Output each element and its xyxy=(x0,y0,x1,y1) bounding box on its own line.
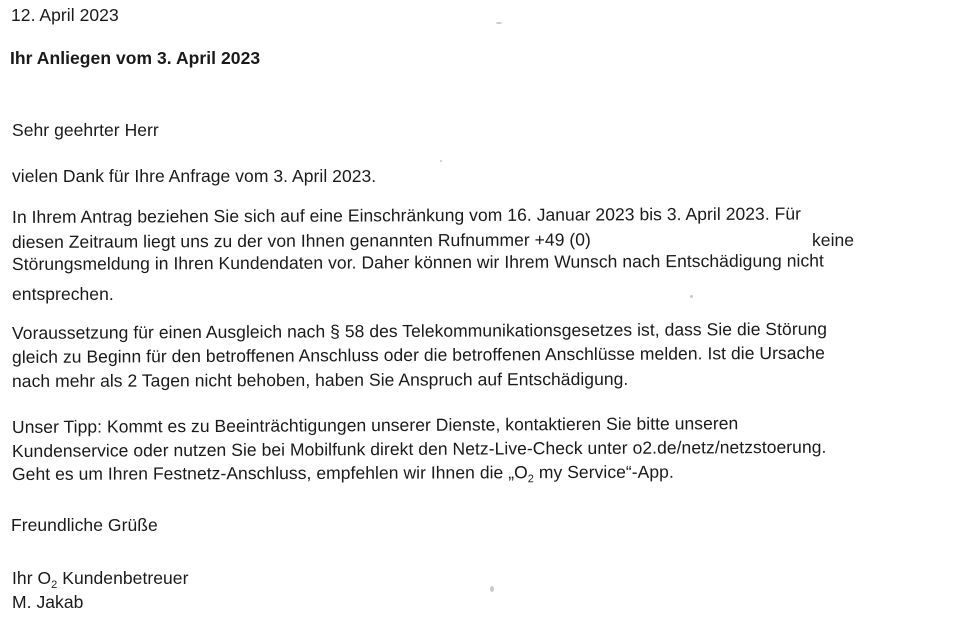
signature-name: M. Jakab xyxy=(12,592,84,612)
scan-speck xyxy=(690,295,693,298)
signature-title xyxy=(12,567,188,589)
paragraph-4-line-1: Unser Tipp: Kommt es zu Beeinträchtigungen unserer Dienste, kontaktieren Sie bitte unseren xyxy=(11,413,739,437)
paragraph-3-line-2: gleich zu Beginn für den betroffenen Anschluss oder die betroffenen Anschlüsse melden. Ist die Ursache xyxy=(11,342,825,367)
scan-speck xyxy=(440,160,442,162)
paragraph-2-line-4: entsprechen. xyxy=(12,284,114,304)
signature-o2-subscript: 2 xyxy=(51,579,58,591)
paragraph-4-line-2: Kundenservice oder nutzen Sie bei Mobilfunk direkt den Netz-Live-Check unter o2.de/netz/netzstoerung. xyxy=(11,436,827,461)
paragraph-4-line-3 xyxy=(12,461,674,485)
paragraph-2-line-1: In Ihrem Antrag beziehen Sie sich auf eine Einschränkung vom 16. Januar 2023 bis 3. April 2023. Für xyxy=(11,203,802,227)
paragraph-4-line-3-end: my Service“-App. xyxy=(533,461,674,483)
letter-subject: Ihr Anliegen vom 3. April 2023 xyxy=(10,48,261,68)
paragraph-2-line-2: diesen Zeitraum liegt uns zu der von Ihnen genannten Rufnummer +49 (0) xyxy=(11,229,591,252)
paragraph-2-line-3: Störungsmeldung in Ihren Kundendaten vor. Daher können wir Ihrem Wunsch nach Entschädigung nicht xyxy=(11,250,824,274)
paragraph-3-line-1: Voraussetzung für einen Ausgleich nach § 58 des Telekommunikationsgesetzes ist, dass Sie die Störung xyxy=(11,318,828,343)
salutation: Sehr geehrter Herr xyxy=(12,120,159,140)
scan-speck xyxy=(490,586,494,592)
signature-suffix: Kundenbetreuer xyxy=(57,568,189,588)
paragraph-4-line-3-text: Geht es um Ihren Festnetz-Anschluss, empfehlen wir Ihnen die „O xyxy=(11,462,528,484)
closing: Freundliche Grüße xyxy=(11,515,158,535)
paragraph-3-line-3: nach mehr als 2 Tagen nicht behoben, haben Sie Anspruch auf Entschädigung. xyxy=(11,368,629,391)
letter-date: 12. April 2023 xyxy=(11,5,119,25)
o2-subscript: 2 xyxy=(527,473,534,486)
scan-speck xyxy=(496,22,502,24)
paragraph-2-line-2-keine: keine xyxy=(812,230,855,250)
signature-prefix: Ihr O xyxy=(12,568,52,588)
paragraph-thanks: vielen Dank für Ihre Anfrage vom 3. April 2023. xyxy=(12,166,377,186)
